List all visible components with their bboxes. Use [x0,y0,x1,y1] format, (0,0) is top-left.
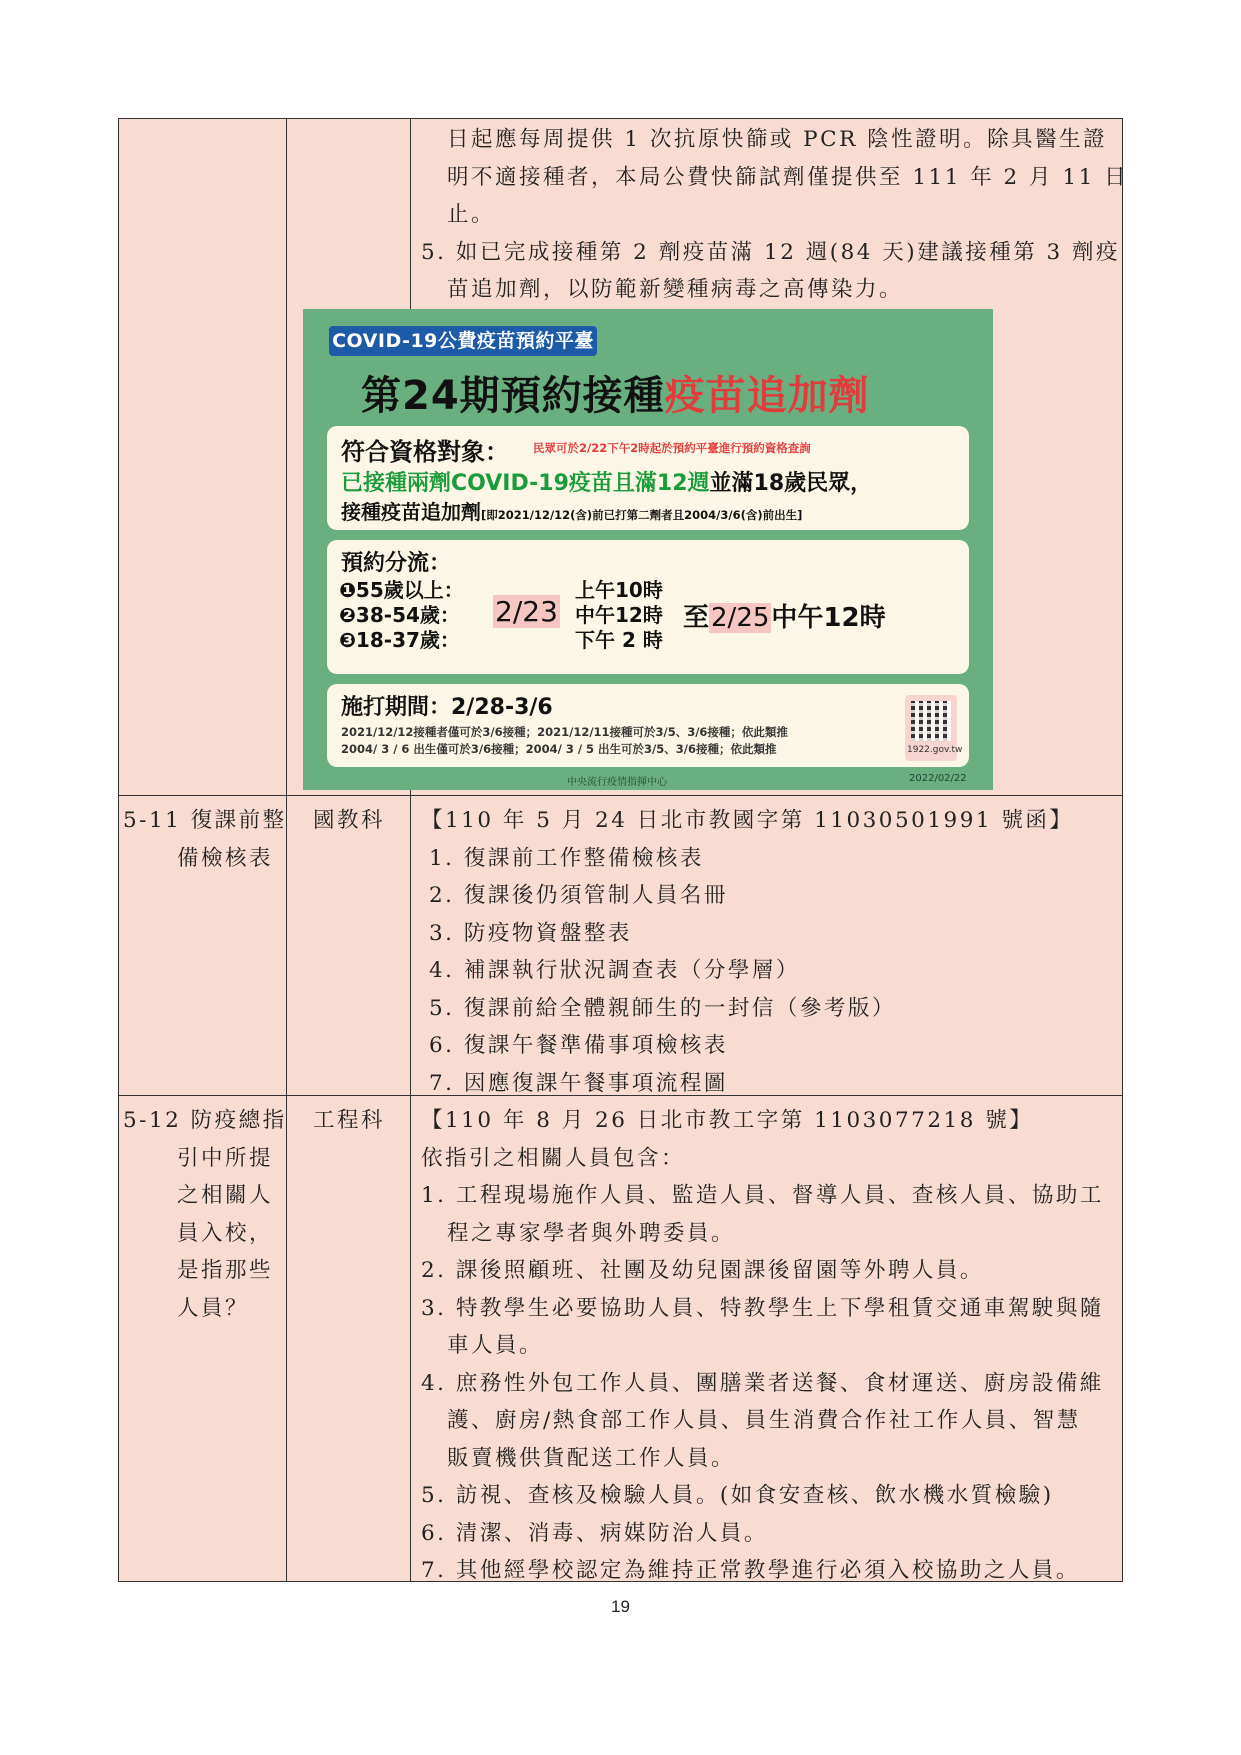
booster-label: 接種疫苗追加劑 [341,500,481,524]
period-note: 2021/12/12接種者僅可於3/6接種；2021/12/11接種可於3/5、3/6接種；依此類推 [341,725,788,739]
reference: 【110 年 8 月 26 日北市教工字第 1103077218 號】 [421,1108,1034,1133]
question-line: 5-11 復課前整 [123,808,287,833]
time-slots [575,578,663,653]
time-slot: 中午12時 [575,603,663,627]
page-number: 19 [611,1597,630,1616]
booster-note: [即2021/12/12(含)前已打第二劑者且2004/3/6(含)前出生] [481,508,803,522]
question-line: 人員？ [177,1295,250,1321]
split-heading: 預約分流： [341,551,452,576]
age-group: ❸18-37歲： [339,628,460,652]
until-time: 中午12時 [771,603,886,633]
period-box [327,684,969,767]
question-line: 員入校， [177,1220,274,1246]
answer-line: 1. 工程現場施作人員、監造人員、督導人員、查核人員、協助工 [421,1183,1104,1208]
question-line: 是指那些 [177,1258,274,1283]
booking-date [493,595,560,628]
until-date: 2/25 [711,603,770,633]
list-item: 7. 因應復課午餐事項流程圖 [429,1070,728,1096]
answer-line: 5. 如已完成接種第 2 劑疫苗滿 12 週(84 天)建議接種第 3 劑疫 [421,239,1121,265]
eligibility-note: 民眾可於2/22下午2時起於預約平臺進行預約資格查詢 [533,441,811,455]
poster-org: 中央流行疫情指揮中心 [567,777,667,788]
age-group: ❷38-54歲： [339,603,460,627]
answer-line: 依指引之相關人員包含： [421,1145,686,1171]
list-item: 2. 復課後仍須管制人員名冊 [429,883,728,908]
poster-title-main: 第24期預約接種 [361,373,665,419]
department: 國教科 [313,808,386,833]
answer-cell [411,796,1122,1095]
time-slot: 上午10時 [575,578,663,602]
dept-cell [287,796,411,1095]
qr-code-icon [911,701,951,741]
eligibility-highlight: 已接種兩劑COVID-19疫苗且滿12週 [341,471,710,496]
list-item: 3. 防疫物資盤整表 [429,920,632,946]
qr-url: 1922.gov.tw [907,745,963,755]
platform-badge: COVID-19公費疫苗預約平臺 [329,326,597,356]
answer-line: 護、廚房/熱食部工作人員、員生消費合作社工作人員、智慧 [447,1408,1081,1433]
question-line: 之相關人 [177,1183,274,1208]
eligibility-age: 並滿18歲民眾， [709,471,873,496]
eligibility-line [341,466,872,497]
eligibility-heading: 符合資格對象： [341,438,509,466]
answer-line: 7. 其他經學校認定為維持正常教學進行必須入校協助之人員。 [421,1558,1080,1583]
answer-line: 3. 特教學生必要協助人員、特教學生上下學租賃交通車駕駛與隨 [421,1295,1104,1321]
question-line: 5-12 防疫總指 [123,1108,287,1133]
answer-line: 日起應每周提供 1 次抗原快篩或 PCR 陰性證明。除具醫生證 [447,127,1108,152]
answer-line: 6. 清潔、消毒、病媒防治人員。 [421,1520,768,1546]
list-item: 5. 復課前給全體親師生的一封信（參考版） [429,995,896,1021]
table-row [118,1096,1123,1582]
answer-text [421,121,1128,309]
poster-date: 2022/02/22 [909,773,967,784]
eligibility-line [341,496,802,525]
poster-title [361,364,870,421]
answer-cell [411,1096,1122,1581]
table-row [118,796,1123,1096]
period-note: 2004/ 3 / 6 出生僅可於3/6接種；2004/ 3 / 5 出生可於3/5、3/6接種；依此類推 [341,742,777,756]
qr-code [905,695,963,761]
list-item: 4. 補課執行狀況調查表（分學層） [429,958,800,983]
answer-line: 明不適接種者，本局公費快篩試劑僅提供至 111 年 2 月 11 日 [447,164,1129,190]
question-cell [119,796,287,1095]
answer-line: 2. 課後照顧班、社團及幼兒園課後留園等外聘人員。 [421,1258,984,1283]
age-groups [339,578,464,653]
booking-split-box [327,540,969,674]
answer-line: 販賣機供貨配送工作人員。 [447,1445,736,1471]
poster-title-highlight: 疫苗追加劑 [664,373,870,419]
booking-until [683,597,886,634]
vaccine-booking-poster [303,309,993,790]
answer-line: 車人員。 [447,1333,544,1358]
period-heading: 施打期間：2/28-3/6 [341,695,553,720]
dept-cell [287,1096,411,1581]
eligibility-box [327,426,969,530]
list-item: 6. 復課午餐準備事項檢核表 [429,1033,728,1058]
answer-line: 程之專家學者與外聘委員。 [447,1220,736,1246]
answer-line: 止。 [447,202,496,227]
question-cell [119,1096,287,1581]
answer-line: 苗追加劑，以防範新變種病毒之高傳染力。 [447,277,904,302]
question-line: 備檢核表 [177,845,274,871]
age-group: ❶55歲以上： [339,578,464,602]
question-cell [119,119,287,795]
booking-date-value: 2/23 [495,595,558,628]
answer-line: 5. 訪視、查核及檢驗人員。(如食安查核、飲水機水質檢驗) [421,1483,1054,1508]
reference: 【110 年 5 月 24 日北市教國字第 11030501991 號函】 [421,808,1074,833]
question-line: 引中所提 [177,1145,274,1171]
department: 工程科 [313,1108,386,1133]
until-prefix: 至 [683,603,710,633]
list-item: 1. 復課前工作整備檢核表 [429,845,704,871]
time-slot: 下午 2 時 [575,628,663,652]
answer-line: 4. 庶務性外包工作人員、團膳業者送餐、食材運送、廚房設備維 [421,1370,1104,1396]
